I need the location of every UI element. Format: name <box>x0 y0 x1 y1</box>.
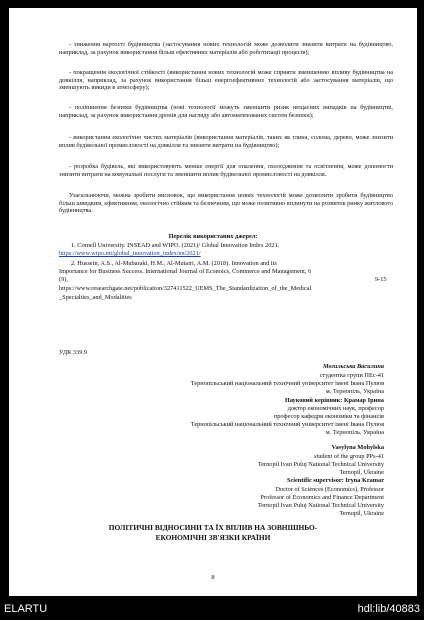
footer-bar <box>0 596 424 620</box>
author-name-en: Vasylyna Mohylska <box>331 444 384 451</box>
bullet-cost: - зниження вартості будівництва (застосування нових технологій може дозволити знизити витрати на будівництво, наприклад, за рахунок використання більш ефективних матеріалів або роботизації процесів); <box>59 41 393 56</box>
document-page <box>9 8 417 596</box>
reference-1: 1. Cornell University. INSEAD and WIPO. (2021)/ Global Innovation Index 2021. <box>71 242 280 249</box>
bullet-safety: - поліпшення безпеки будівництва (нові технології можуть зменшити ризик нещасних випадків на будівництві, наприклад, за рахунок використання дронів для нагляду або автоматизованих систем безпеки); <box>59 104 393 119</box>
supervisor-degree-ua: доктор економічних наук, професор <box>287 405 384 412</box>
author-city-ua: м. Тернопіль, Україна <box>325 388 384 395</box>
article-title-line2: ЕКОНОМІЧНІ ЗВ'ЯЗКИ КРАЇНИ <box>155 533 271 542</box>
reference-2-link-line1[interactable]: https://www.researchgate.net/publication/327411522_UEMS_The_Standardization_of_the_Medical <box>59 285 312 292</box>
reference-2-link-line2[interactable]: _Specialties_and_Modalities <box>59 294 132 301</box>
conclusion-paragraph: Узагальнюючи, можна зробити висновок, що використання нових технологій може дозволити зробити будівництво більш швидким, ефективним, екологічно стійким та безпечним, що може позитивно вплинути на розвиток ринку житлового будівництва. <box>59 192 393 215</box>
reference-2-line1: 2. Hussein, A.S., Al-Mubaraki, H.M., Al-Mutairi, A.M. (2018). Innovation and its <box>71 260 277 267</box>
reference-1-link[interactable]: https://www.wipo.int/global_innovation_index/en/2021/ <box>59 250 201 257</box>
supervisor-university-ua: Тернопільський національний технічний університет імені Івана Пулюя <box>190 421 384 428</box>
supervisor-degree-en: Doctor of Sciences (Economics), Professor <box>275 486 384 493</box>
supervisor-ua: Науковий керівник: Крамар Ірина <box>284 397 384 404</box>
author-university-en: Ternopil Ivan Puluj National Technical University <box>257 461 384 468</box>
supervisor-city-en: Ternopil, Ukraine <box>339 510 384 517</box>
bullet-materials: - використання екологічно чистих матеріалів (використання матеріалів, таких як глина, солома, дерево, може знизити вплив будівельної промисловості на довкілля та знизити витрати на будівництво); <box>59 134 393 149</box>
page-number: 8 <box>211 574 215 581</box>
author-group-en: student of the group PPs-41 <box>314 453 384 460</box>
supervisor-city-ua: м. Тернопіль, Україна <box>325 429 384 436</box>
bullet-energy: - розробка будівель, які використовують менше енергії для опалення, охолодження та освітлення, може допомогти знизити витрати на комунальні послуги та зменшити вплив будівельної промисловості на довкілля. <box>59 163 393 178</box>
references-heading: Перелік використаних джерел: <box>168 233 258 240</box>
supervisor-position-en: Professor of Economics and Finance Department <box>260 494 384 501</box>
author-university-ua: Тернопільський національний технічний університет імені Івана Пулюя <box>190 380 384 387</box>
handle-label[interactable]: hdl:lib/40883 <box>357 603 420 615</box>
reference-2-line2: Importance for Business Success. International Journal of Econoics, Commerce and Management, 6 <box>59 268 312 275</box>
supervisor-university-en: Ternopil Ivan Puluj National Technical University <box>257 502 384 509</box>
author-name-ua: Могильська Василина <box>322 363 384 370</box>
repository-label: ELARTU <box>4 603 48 615</box>
reference-2-line3a: (9), <box>59 276 68 283</box>
author-city-en: Ternopil, Ukraine <box>339 469 384 476</box>
bullet-ecology: - покращення екологічної стійкості (використання нових технологій може сприяти зменшенню впливу будівництва на довкілля, наприклад, за рахунок використання більш енергоефективних технологій або застосування матеріалів, що зменшують викиди в атмосферу); <box>59 69 393 92</box>
udk-code: УДК 339.9 <box>59 349 88 356</box>
reference-2-line3b: 9-15 <box>375 276 387 283</box>
article-title-line1: ПОЛІТИЧНІ ВІДНОСИНИ ТА ЇХ ВПЛИВ НА ЗОВНІШНЬО- <box>108 523 318 532</box>
author-group-ua: студентка групи ПЕс-41 <box>319 372 384 379</box>
supervisor-en: Scientific supervisor: Iryna Kramar <box>286 477 384 484</box>
supervisor-position-ua: професор кафедри економіки та фінансів <box>273 413 384 420</box>
